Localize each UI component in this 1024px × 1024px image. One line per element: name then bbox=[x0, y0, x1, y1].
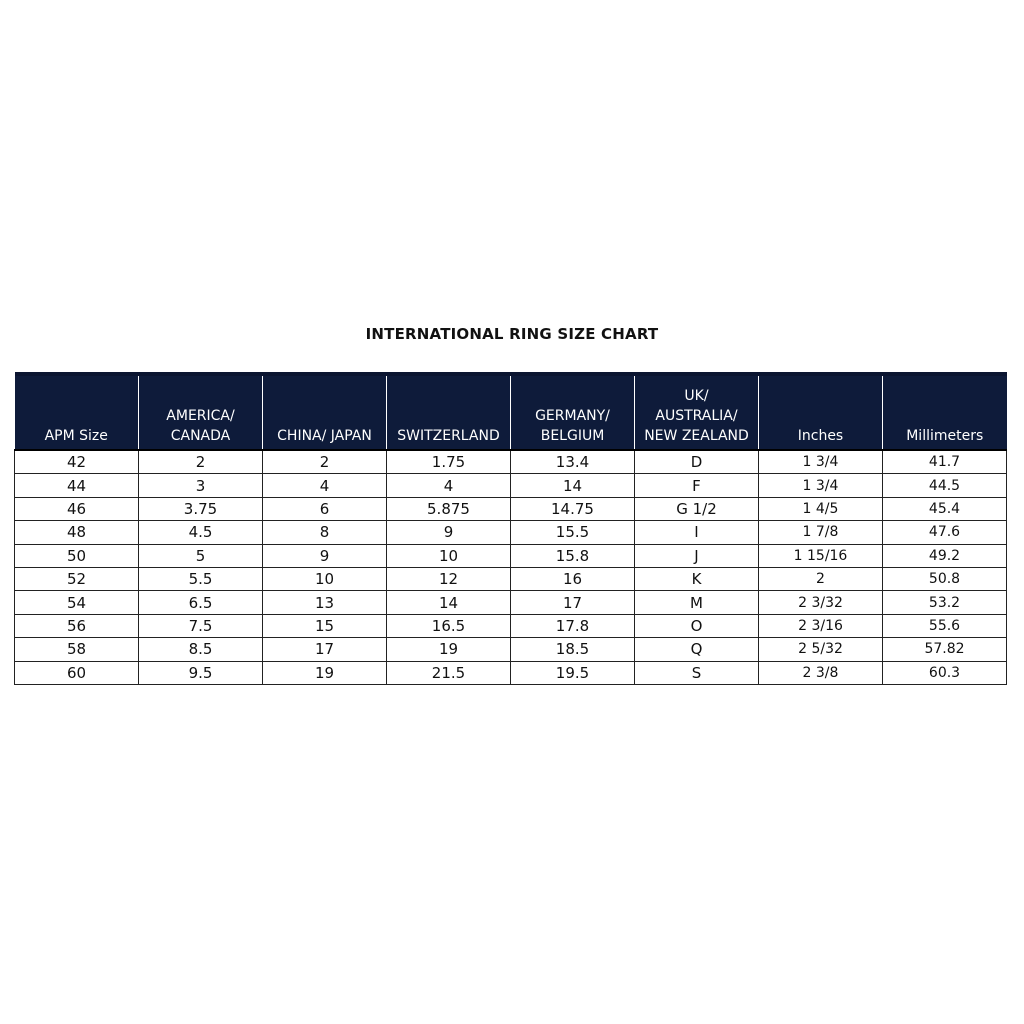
column-header-china-japan: CHINA/ JAPAN bbox=[263, 374, 387, 450]
cell-apm-size: 44 bbox=[15, 474, 139, 497]
cell-switzerland: 14 bbox=[387, 591, 511, 614]
cell-uk-australia-nz: O bbox=[635, 614, 759, 637]
table-header-row bbox=[15, 374, 1007, 450]
table-row bbox=[15, 661, 1007, 684]
cell-america-canada: 3 bbox=[139, 474, 263, 497]
chart-title: INTERNATIONAL RING SIZE CHART bbox=[365, 325, 659, 343]
cell-china-japan: 15 bbox=[263, 614, 387, 637]
cell-switzerland: 5.875 bbox=[387, 497, 511, 520]
cell-uk-australia-nz: F bbox=[635, 474, 759, 497]
cell-america-canada: 2 bbox=[139, 450, 263, 474]
cell-china-japan: 9 bbox=[263, 544, 387, 567]
cell-uk-australia-nz: K bbox=[635, 567, 759, 590]
column-header-america-canada: AMERICA/ CANADA bbox=[139, 374, 263, 450]
cell-uk-australia-nz: J bbox=[635, 544, 759, 567]
column-header-germany-belgium: GERMANY/ BELGIUM bbox=[511, 374, 635, 450]
cell-inches: 1 4/5 bbox=[759, 497, 883, 520]
cell-millimeters: 55.6 bbox=[883, 614, 1007, 637]
ring-size-table bbox=[14, 372, 1007, 685]
cell-apm-size: 54 bbox=[15, 591, 139, 614]
cell-germany-belgium: 17.8 bbox=[511, 614, 635, 637]
cell-america-canada: 3.75 bbox=[139, 497, 263, 520]
table-row bbox=[15, 638, 1007, 661]
cell-china-japan: 8 bbox=[263, 521, 387, 544]
cell-germany-belgium: 15.8 bbox=[511, 544, 635, 567]
cell-uk-australia-nz: G 1/2 bbox=[635, 497, 759, 520]
cell-inches: 1 7/8 bbox=[759, 521, 883, 544]
cell-millimeters: 45.4 bbox=[883, 497, 1007, 520]
cell-china-japan: 4 bbox=[263, 474, 387, 497]
cell-switzerland: 16.5 bbox=[387, 614, 511, 637]
column-header-millimeters: Millimeters bbox=[883, 374, 1007, 450]
cell-apm-size: 48 bbox=[15, 521, 139, 544]
cell-apm-size: 46 bbox=[15, 497, 139, 520]
cell-china-japan: 10 bbox=[263, 567, 387, 590]
cell-america-canada: 5 bbox=[139, 544, 263, 567]
cell-inches: 1 3/4 bbox=[759, 450, 883, 474]
cell-america-canada: 4.5 bbox=[139, 521, 263, 544]
cell-inches: 2 3/32 bbox=[759, 591, 883, 614]
cell-millimeters: 50.8 bbox=[883, 567, 1007, 590]
table-row bbox=[15, 497, 1007, 520]
cell-apm-size: 58 bbox=[15, 638, 139, 661]
table-row bbox=[15, 450, 1007, 474]
table-row bbox=[15, 544, 1007, 567]
cell-inches: 1 15/16 bbox=[759, 544, 883, 567]
cell-germany-belgium: 16 bbox=[511, 567, 635, 590]
cell-china-japan: 19 bbox=[263, 661, 387, 684]
cell-china-japan: 6 bbox=[263, 497, 387, 520]
cell-inches: 2 3/8 bbox=[759, 661, 883, 684]
cell-inches: 2 bbox=[759, 567, 883, 590]
table-row bbox=[15, 567, 1007, 590]
cell-germany-belgium: 14.75 bbox=[511, 497, 635, 520]
table-row bbox=[15, 474, 1007, 497]
cell-switzerland: 1.75 bbox=[387, 450, 511, 474]
cell-germany-belgium: 15.5 bbox=[511, 521, 635, 544]
cell-china-japan: 2 bbox=[263, 450, 387, 474]
cell-uk-australia-nz: D bbox=[635, 450, 759, 474]
cell-germany-belgium: 13.4 bbox=[511, 450, 635, 474]
table-body bbox=[15, 450, 1007, 684]
cell-millimeters: 53.2 bbox=[883, 591, 1007, 614]
cell-inches: 2 5/32 bbox=[759, 638, 883, 661]
cell-germany-belgium: 19.5 bbox=[511, 661, 635, 684]
cell-china-japan: 17 bbox=[263, 638, 387, 661]
cell-switzerland: 21.5 bbox=[387, 661, 511, 684]
cell-millimeters: 44.5 bbox=[883, 474, 1007, 497]
cell-millimeters: 60.3 bbox=[883, 661, 1007, 684]
cell-switzerland: 4 bbox=[387, 474, 511, 497]
cell-switzerland: 10 bbox=[387, 544, 511, 567]
table-row bbox=[15, 591, 1007, 614]
cell-inches: 2 3/16 bbox=[759, 614, 883, 637]
cell-america-canada: 5.5 bbox=[139, 567, 263, 590]
cell-uk-australia-nz: I bbox=[635, 521, 759, 544]
cell-apm-size: 60 bbox=[15, 661, 139, 684]
cell-america-canada: 9.5 bbox=[139, 661, 263, 684]
cell-apm-size: 42 bbox=[15, 450, 139, 474]
cell-switzerland: 19 bbox=[387, 638, 511, 661]
column-header-inches: Inches bbox=[759, 374, 883, 450]
cell-apm-size: 56 bbox=[15, 614, 139, 637]
cell-uk-australia-nz: Q bbox=[635, 638, 759, 661]
cell-millimeters: 49.2 bbox=[883, 544, 1007, 567]
column-header-apm-size: APM Size bbox=[15, 374, 139, 450]
cell-china-japan: 13 bbox=[263, 591, 387, 614]
cell-switzerland: 9 bbox=[387, 521, 511, 544]
table-row bbox=[15, 614, 1007, 637]
column-header-switzerland: SWITZERLAND bbox=[387, 374, 511, 450]
cell-uk-australia-nz: S bbox=[635, 661, 759, 684]
cell-millimeters: 47.6 bbox=[883, 521, 1007, 544]
cell-apm-size: 52 bbox=[15, 567, 139, 590]
cell-inches: 1 3/4 bbox=[759, 474, 883, 497]
cell-germany-belgium: 18.5 bbox=[511, 638, 635, 661]
cell-germany-belgium: 17 bbox=[511, 591, 635, 614]
table-row bbox=[15, 521, 1007, 544]
column-header-uk-australia-nz: UK/ AUSTRALIA/ NEW ZEALAND bbox=[635, 374, 759, 450]
cell-millimeters: 57.82 bbox=[883, 638, 1007, 661]
cell-germany-belgium: 14 bbox=[511, 474, 635, 497]
cell-millimeters: 41.7 bbox=[883, 450, 1007, 474]
cell-america-canada: 8.5 bbox=[139, 638, 263, 661]
cell-uk-australia-nz: M bbox=[635, 591, 759, 614]
cell-switzerland: 12 bbox=[387, 567, 511, 590]
cell-america-canada: 6.5 bbox=[139, 591, 263, 614]
cell-apm-size: 50 bbox=[15, 544, 139, 567]
cell-america-canada: 7.5 bbox=[139, 614, 263, 637]
